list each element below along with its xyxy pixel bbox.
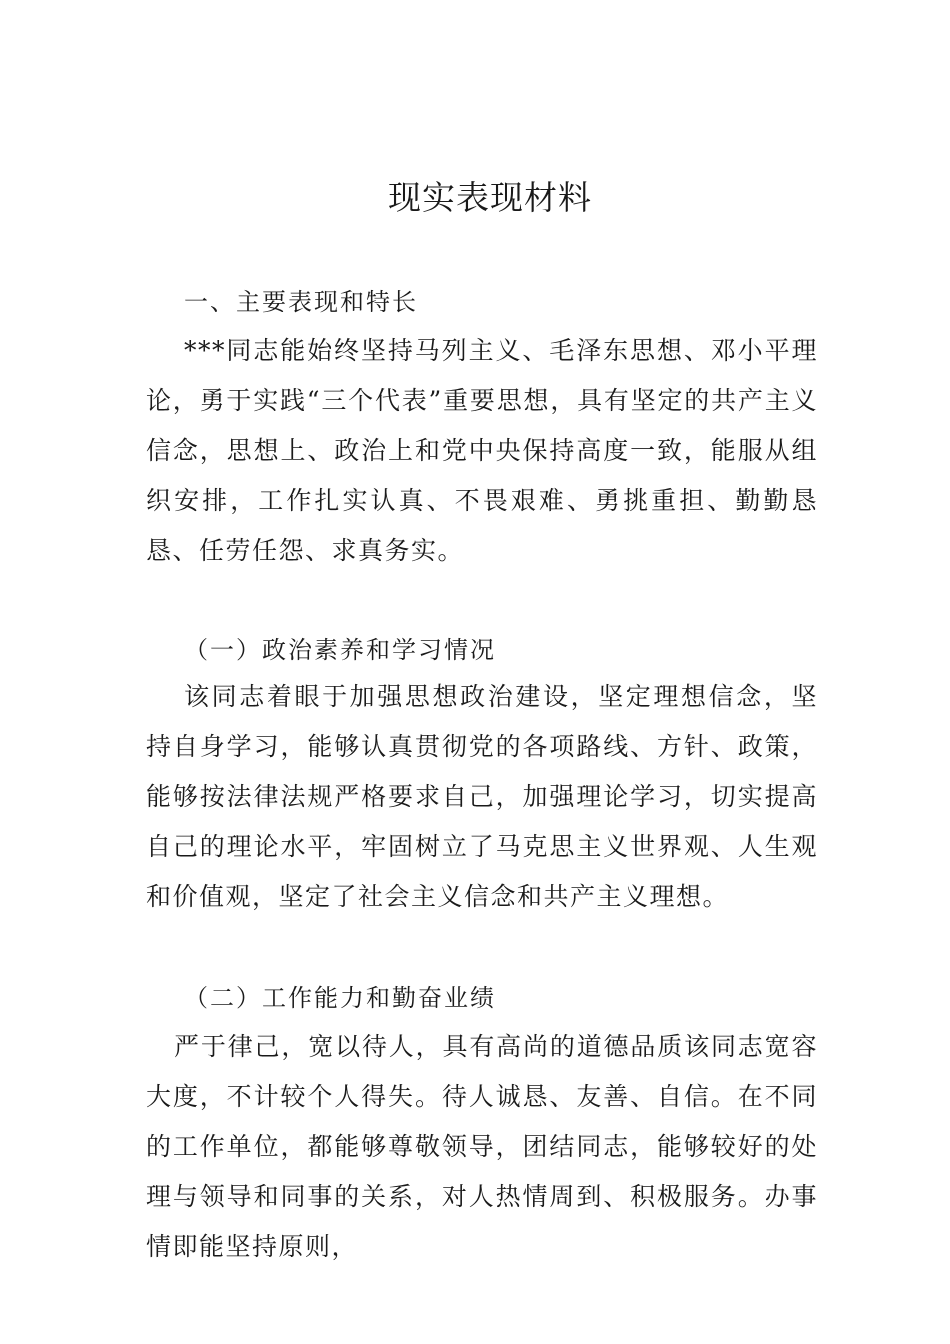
section-heading-main: 一、主要表现和特长 [184, 288, 418, 316]
section-paragraph-political: 该同志着眼于加强思想政治建设，坚定理想信念，坚持自身学习，能够认真贯彻党的各项路线、方针、政策，能够按法律法规严格要求自己，加强理论学习，切实提高自己的理论水平，牢固树立了马克思主义世界观、人生观和价值观，坚定了社会主义信念和共产主义理想。 [146, 682, 818, 911]
section-paragraph-main: ***同志能始终坚持马列主义、毛泽东思想、邓小平理论，勇于实践“三个代表”重要思想，具有坚定的共产主义信念，思想上、政治上和党中央保持高度一致，能服从组织安排，工作扎实认真、不畏艰难、勇挑重担、勤勤恳恳、任劳任怨、求真务实。 [146, 336, 818, 565]
section-heading-political: （一）政治素养和学习情况 [184, 636, 496, 664]
section-paragraph-work: 严于律己，宽以待人，具有高尚的道德品质该同志宽容大度，不计较个人得失。待人诚恳、友善、自信。在不同的工作单位，都能够尊敬领导，团结同志，能够较好的处理与领导和同事的关系，对人热情周到、积极服务。办事情即能坚持原则， [146, 1032, 818, 1261]
section-heading-work: （二）工作能力和勤奋业绩 [184, 984, 496, 1012]
document-title: 现实表现材料 [388, 178, 592, 217]
